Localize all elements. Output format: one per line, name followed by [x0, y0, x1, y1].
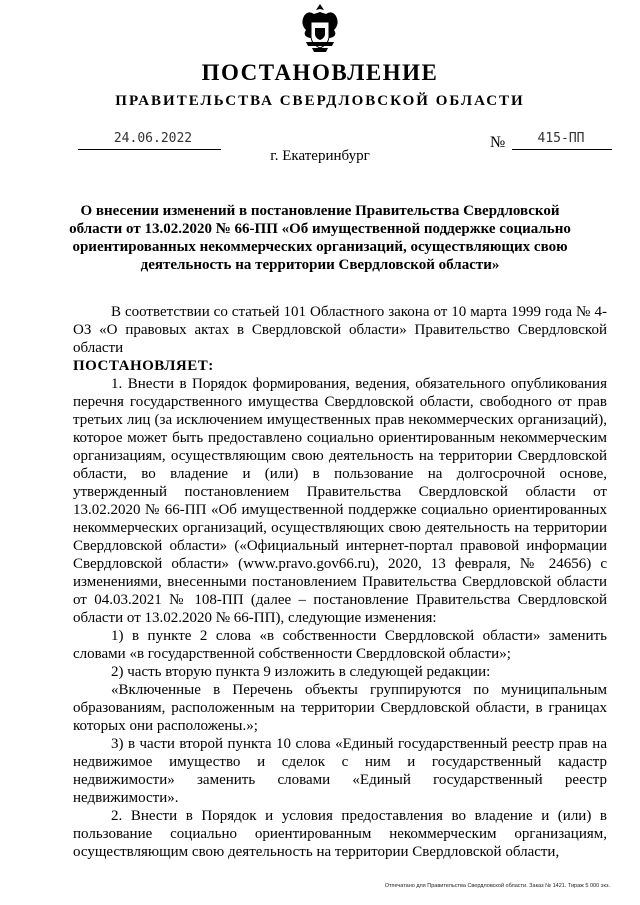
document-date: 24.06.2022	[113, 131, 193, 146]
resolve-heading: ПОСТАНОВЛЯЕТ:	[73, 358, 214, 374]
coat-of-arms-icon	[298, 2, 342, 56]
number-sign: №	[490, 134, 506, 151]
paragraph-1: 1. Внести в Порядок формирования, ведения, обязательного опубликования перечня государственного имущества Свердловской области, свободного от прав третьих лиц (за исключением имущественных прав некоммерческих организаций), которое может быть предоставлено социально ориентированным некоммерческим организациям, осуществляющим свою деятельность на территории Свердловской области, во владение и (или) в пользование на долгосрочной основе, утвержденный постановлением Правительства Свердловской области от 13.02.2020 № 66-ПП «Об имущественной поддержке социально ориентированных некоммерческих организаций, осуществляющих свою деятельность на территории Свердловской области» («Официальный интернет-портал правовой информации Свердловской области» (www.pravo.gov66.ru), 2020, 13 февраля, № 24656) с изменениями, внесенными постановлением Правительства Свердловской области от 04.03.2021 № 108-ПП (далее – постановление Правительства Свердловской области от 13.02.2020 № 66-ПП), следующие изменения:	[73, 376, 607, 626]
print-footer: Отпечатано для Правительства Свердловской области. Заказ № 1421. Тираж 5 000 экз.	[384, 883, 610, 889]
document-body	[73, 303, 607, 861]
paragraph-1-1: 1) в пункте 2 слова «в собственности Свердловской области» заменить словами «в государственной собственности Свердловской области»;	[73, 628, 607, 662]
document-heading: О внесении изменений в постановление Правительства Свердловской области от 13.02.2020 № 66-ПП «Об имущественной поддержке социально ориентированных некоммерческих организаций, осуществляющих свою деятельность на территории Свердловской области»	[69, 203, 571, 273]
paragraph-1-3: 3) в части второй пункта 10 слова «Единый государственный реестр прав на недвижимое имущество и сделок с ним и государственный кадастр недвижимости» заменить словами «Единый государственный реестр недвижимости».	[73, 736, 607, 806]
document-subtitle: ПРАВИТЕЛЬСТВА СВЕРДЛОВСКОЙ ОБЛАСТИ	[115, 93, 525, 109]
document-title: ПОСТАНОВЛЕНИЕ	[201, 60, 439, 85]
document-number: 415-ПП	[537, 131, 585, 146]
paragraph-2: 2. Внести в Порядок и условия предоставления во владение и (или) в пользование социально ориентированным некоммерческим организациям, осуществляющим свою деятельность на территории Свердловской области,	[73, 808, 607, 860]
paragraph-1-2-quote: «Включенные в Перечень объекты группируются по муниципальным образованиям, расположенным на территории Свердловской области, в границах которых они расположены.»;	[73, 682, 607, 734]
preamble-paragraph: В соответствии со статьей 101 Областного закона от 10 марта 1999 года № 4-ОЗ «О правовых актах в Свердловской области» Правительство Свердловской области	[73, 304, 607, 356]
city: г. Екатеринбург	[270, 148, 370, 164]
paragraph-1-2: 2) часть вторую пункта 9 изложить в следующей редакции:	[111, 664, 491, 680]
